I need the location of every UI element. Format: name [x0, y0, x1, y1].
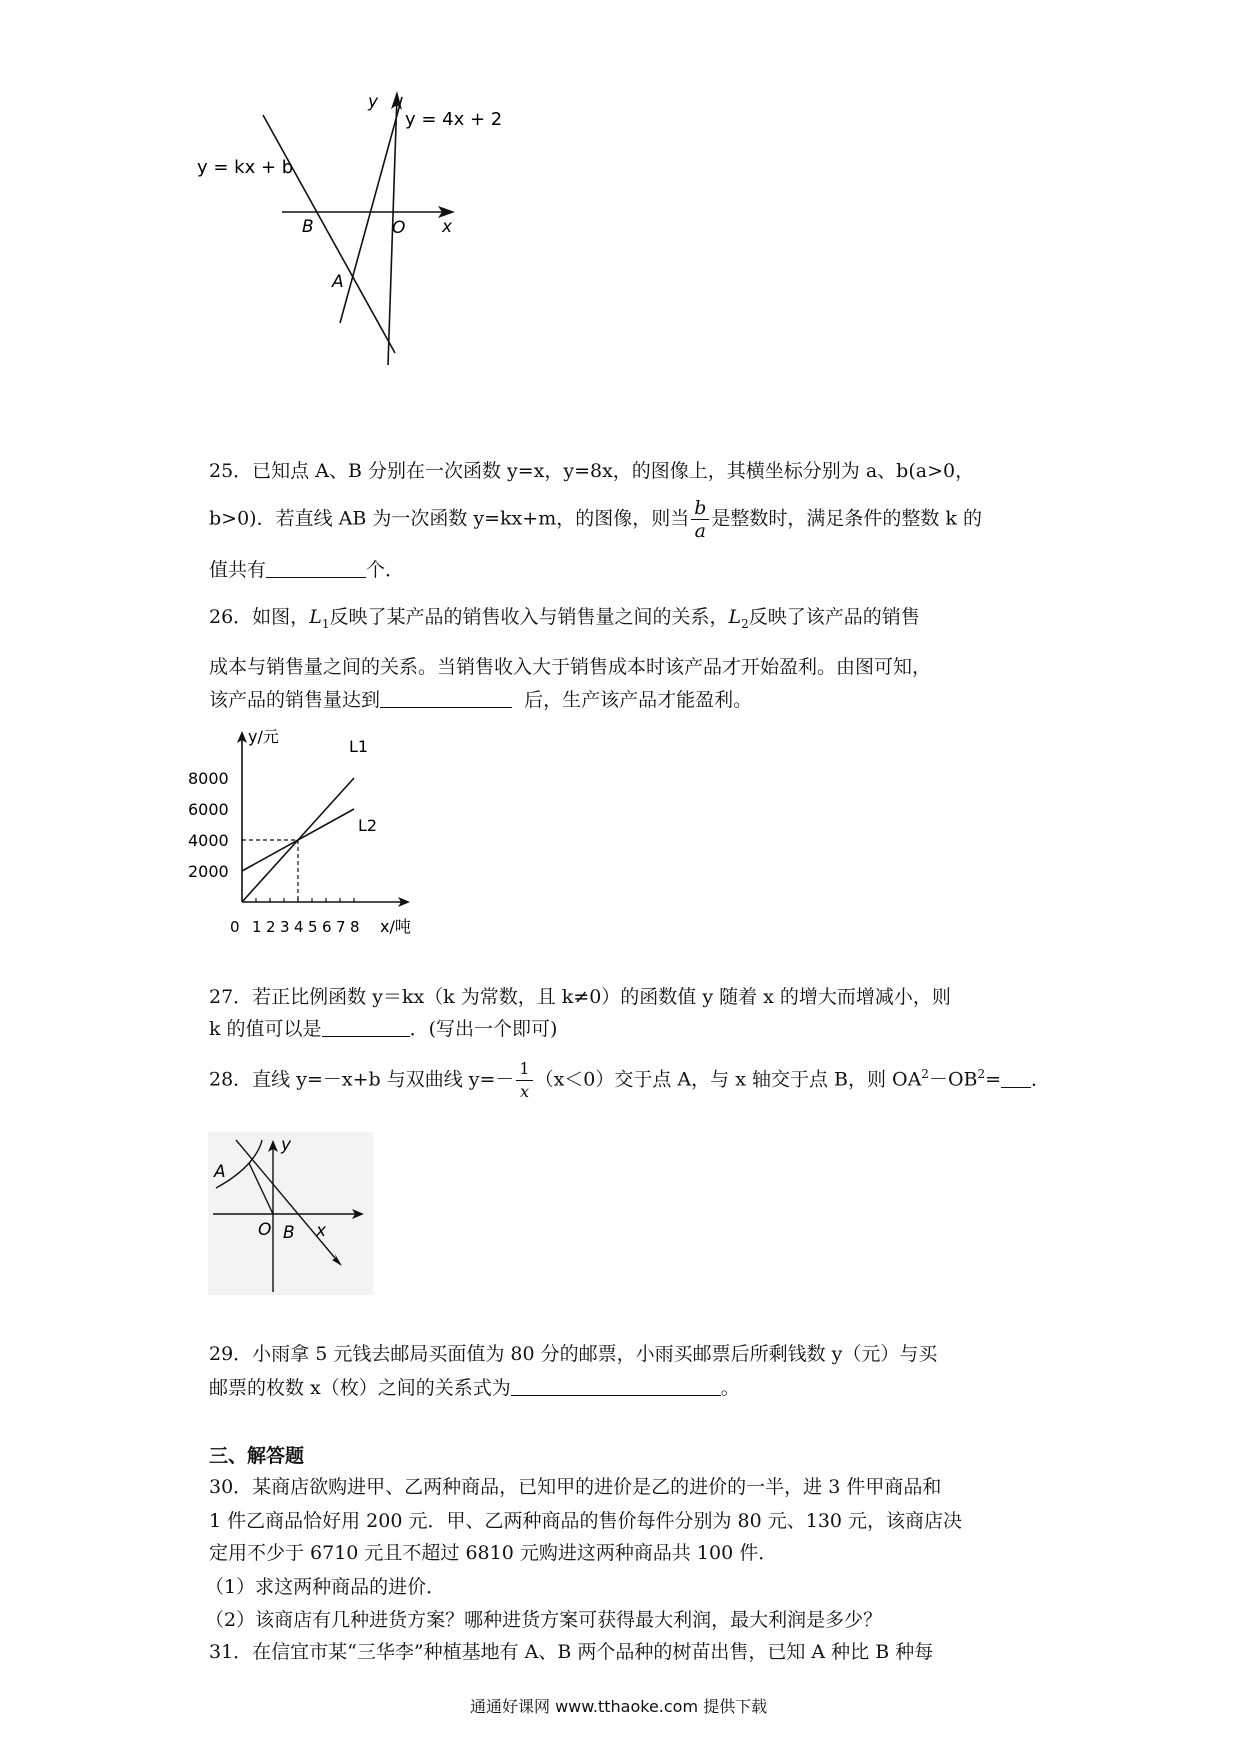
line-kx-plus-b: [263, 115, 395, 353]
q31-line1: 31．在信宜市某“三华李”种植基地有 A、B 两个品种的树苗出售，已知 A 种比 B 种每: [209, 1641, 934, 1663]
y-axis-label: y: [368, 92, 379, 112]
q29-answer-blank: [511, 1377, 721, 1396]
x-axis-label: x: [442, 217, 453, 237]
q28-answer-blank: [1001, 1069, 1031, 1088]
origin-label: O: [392, 218, 406, 238]
q28-fraction: [516, 1058, 532, 1103]
q26-line1-mid: 反映了某产品的销售收入与销售量之间的关系，: [329, 606, 729, 628]
x-tick-label: 5: [308, 918, 318, 936]
sales-chart: [188, 720, 490, 945]
series-label-l2: L2: [358, 816, 378, 835]
q27-line2-post: ．(写出一个即可): [409, 1018, 558, 1040]
y-axis-label: y: [281, 1135, 292, 1155]
q30-line2: 1 件乙商品恰好用 200 元．甲、乙两种商品的售价每件分别为 80 元、130 元，该商店决: [209, 1510, 963, 1532]
x-axis-label: x/吨: [380, 917, 411, 936]
q25-answer-blank: [266, 559, 366, 578]
y-tick-label: 2000: [188, 862, 229, 881]
q26-line1-pre: 26．如图，: [209, 606, 310, 628]
q27-line2: [209, 1017, 557, 1041]
q26-line3: [209, 688, 752, 712]
q28-sup1: 2: [921, 1067, 929, 1082]
q25-line1: 25．已知点 A、B 分别在一次函数 y=x，y=8x，的图像上，其横坐标分别为 a、b(a>0，: [209, 460, 975, 482]
y-tick-label: 6000: [188, 800, 229, 819]
q28-post2: －OB: [928, 1068, 978, 1091]
q29-line2-post: 。: [720, 1377, 740, 1399]
q25-line3: [209, 558, 404, 582]
q26-line1-post: 反映了该产品的销售: [748, 606, 920, 628]
point-B-label: B: [283, 1223, 295, 1243]
q28-line: [209, 1058, 1050, 1103]
q29-line1: 29．小雨拿 5 元钱去邮局买面值为 80 分的邮票，小雨买邮票后所剩钱数 y（元）与买: [209, 1343, 938, 1365]
q25-line3-pre: 值共有: [209, 559, 267, 581]
figure-two-lines: [190, 85, 520, 375]
q27-line2-pre: k 的值可以是: [209, 1018, 322, 1040]
q29-line2: [209, 1376, 740, 1400]
q27-answer-blank: [322, 1018, 410, 1037]
point-B-label: B: [302, 217, 314, 237]
q30-line3: 定用不少于 6710 元且不超过 6810 元购进这两种商品共 100 件．: [209, 1542, 778, 1564]
q25-line2-post: 是整数时，满足条件的整数 k 的: [711, 507, 982, 530]
x-tick-label: 0: [230, 918, 240, 936]
origin-label: O: [258, 1220, 272, 1240]
page-footer: 通通好课网 www.tthaoke.com 提供下载: [470, 1697, 768, 1716]
q28-post3: =: [985, 1068, 1002, 1091]
q25-frac-num: b: [691, 497, 709, 520]
x-tick-label: 8: [350, 918, 360, 936]
x-tick-label: 6: [322, 918, 332, 936]
q26-L1-sub: 1: [321, 616, 330, 631]
point-A-label: A: [332, 272, 344, 292]
q28-sup2: 2: [977, 1067, 986, 1082]
section-title: 三、解答题: [209, 1445, 305, 1467]
x-tick-label: 1: [252, 918, 262, 936]
q28-post1: （x＜0）交于点 A，与 x 轴交于点 B，则 OA: [534, 1068, 922, 1091]
q28-frac-num: 1: [516, 1058, 532, 1081]
q26-line1: [209, 605, 920, 636]
q30-sub2: （2）该商店有几种进货方案？哪种进货方案可获得最大利润，最大利润是多少？: [205, 1609, 883, 1631]
q25-fraction: [691, 497, 709, 542]
x-tick-label: 2: [266, 918, 276, 936]
point-A-label: A: [214, 1162, 226, 1182]
x-tick-label: 4: [294, 918, 304, 936]
q26-L2-sub: 2: [741, 616, 749, 631]
q26-line2: 成本与销售量之间的关系。当销售收入大于销售成本时该产品才开始盈利。由图可知，: [209, 656, 932, 678]
q25-line3-post: 个．: [366, 559, 405, 581]
q30-sub1: （1）求这两种商品的进价．: [205, 1576, 446, 1598]
q28-frac-den: x: [519, 1082, 530, 1101]
q29-line2-pre: 邮票的枚数 x（枚）之间的关系式为: [209, 1377, 511, 1399]
y-tick-label: 4000: [188, 831, 229, 850]
x-tick-label: 3: [280, 918, 290, 936]
q25-line2-pre: b>0)．若直线 AB 为一次函数 y=kx+m，的图像，则当: [209, 507, 690, 530]
x-tick-label: 7: [336, 918, 346, 936]
label-y-4x-2: y = 4x + 2: [405, 109, 503, 130]
q26-line3-post: 后，生产该产品才能盈利。: [524, 689, 753, 711]
q25-frac-den: a: [694, 520, 706, 542]
q25-line2: [209, 497, 982, 542]
q28-post4: ．: [1031, 1068, 1051, 1091]
q26-answer-blank: [380, 689, 512, 708]
label-y-kx-b: y = kx + b: [197, 157, 294, 178]
q28-pre: 28．直线 y=－x+b 与双曲线 y=－: [209, 1068, 515, 1091]
y-axis-label: y/元: [248, 727, 279, 746]
y-tick-label: 8000: [188, 769, 229, 788]
q26-L2: L: [728, 606, 742, 628]
q27-line1: 27．若正比例函数 y＝kx（k 为常数，且 k≠0）的函数值 y 随着 x 的增大而增减小，则: [209, 986, 951, 1008]
q26-line3-pre: 该产品的销售量达到: [209, 689, 381, 711]
q26-L1: L: [309, 606, 322, 628]
figure-hyperbola: [208, 1132, 373, 1295]
x-axis-label: x: [316, 1221, 327, 1241]
series-label-l1: L1: [349, 737, 369, 756]
q30-line1: 30．某商店欲购进甲、乙两种商品，已知甲的进价是乙的进价的一半，进 3 件甲商品和: [209, 1476, 942, 1498]
